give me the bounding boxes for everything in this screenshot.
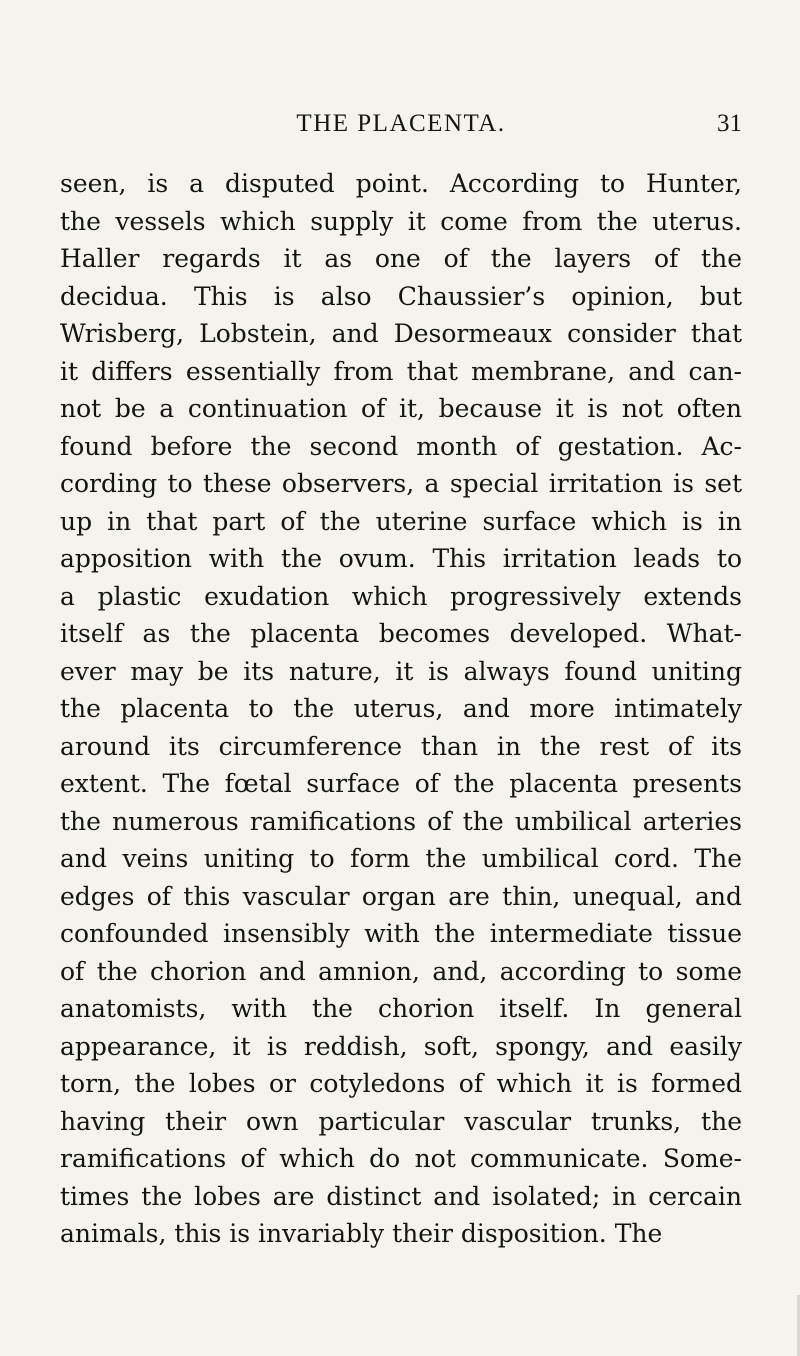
text-line: times the lobes are distinct and isolated; in cercain (60, 1181, 742, 1211)
text-line: itself as the placenta becomes developed. What- (60, 619, 742, 648)
text-line: torn, the lobes or cotyledons of which it is formed (60, 1069, 742, 1098)
text-line: extent. The fœtal surface of the placenta presents (60, 769, 742, 798)
text-line: the vessels which supply it come from the uterus. (60, 206, 742, 236)
text-line: decidua. This is also Chaussier’s opinion, but (60, 281, 742, 311)
running-title: THE PLACENTA. (296, 110, 506, 137)
text-line: seen, is a disputed point. According to Hunter, (60, 169, 742, 198)
text-line: it differs essentially from that membrane, and can- (60, 356, 742, 386)
text-line: cording to these observers, a special irritation is set (60, 469, 742, 498)
text-line: Wrisberg, Lobstein, and Desormeaux consider that (60, 319, 742, 348)
text-line: the placenta to the uterus, and more intimately (60, 694, 742, 723)
body-text (60, 165, 742, 1253)
text-line: appearance, it is reddish, soft, spongy, and easily (60, 1031, 742, 1061)
text-line: Haller regards it as one of the layers of the (60, 244, 742, 273)
text-line: edges of this vascular organ are thin, unequal, and (60, 881, 742, 911)
text-line: anatomists, with the chorion itself. In general (60, 994, 742, 1023)
page-header (60, 110, 742, 150)
text-line: the numerous ramifications of the umbilical arteries (60, 806, 742, 836)
text-line: apposition with the ovum. This irritation leads to (60, 544, 742, 573)
text-line: ever may be its nature, it is always found uniting (60, 656, 742, 686)
text-line: up in that part of the uterine surface which is in (60, 506, 742, 536)
text-line: around its circumference than in the rest of its (60, 731, 742, 761)
text-line: confounded insensibly with the intermediate tissue (60, 919, 742, 948)
text-line: ramifications of which do not communicate. Some- (60, 1144, 742, 1173)
text-line: having their own particular vascular trunks, the (60, 1106, 742, 1136)
text-line: and veins uniting to form the umbilical cord. The (60, 844, 742, 873)
text-line: not be a continuation of it, because it is not often (60, 394, 742, 423)
page-number: 31 (717, 110, 742, 137)
text-line: found before the second month of gestation. Ac- (60, 431, 742, 461)
text-line: of the chorion and amnion, and, according to some (60, 956, 742, 986)
text-line: animals, this is invariably their disposition. The (60, 1219, 663, 1248)
text-line: a plastic exudation which progressively extends (60, 581, 742, 611)
